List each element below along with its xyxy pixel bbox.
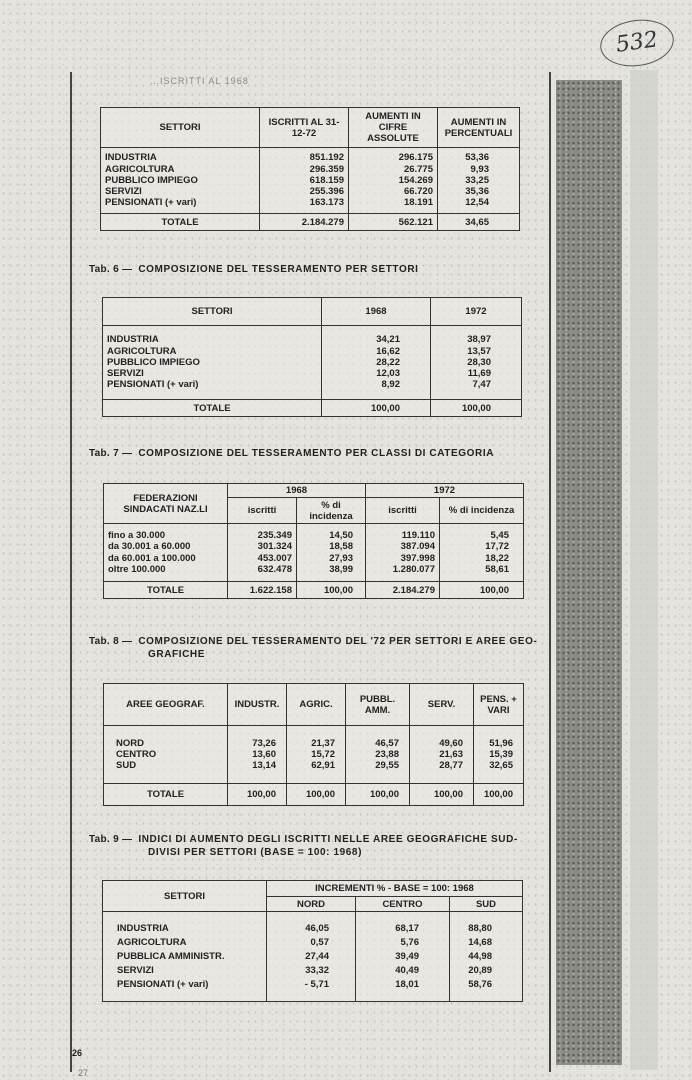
total-pens: 100,00 xyxy=(474,784,524,806)
col-header-incrementi: INCREMENTI % - BASE = 100: 1968 xyxy=(267,881,523,897)
col-header-settori: SETTORI xyxy=(103,881,267,912)
sub-header-iscritti-1972: iscritti xyxy=(366,498,440,524)
sub-header-nord: NORD xyxy=(267,897,356,912)
faded-heading: …ISCRITTI AL 1968 xyxy=(150,76,249,86)
total-label: TOTALE xyxy=(101,214,260,231)
iscritti-1968: 235.349 301.324 453.007 632.478 xyxy=(228,524,297,582)
total-pubbl: 100,00 xyxy=(346,784,410,806)
nord-values: 46,05 0,57 27,44 33,32 - 5,71 xyxy=(267,912,356,1002)
total-iscritti: 2.184.279 xyxy=(260,214,349,231)
total-aumenti-percentuali: 34,65 xyxy=(438,214,520,231)
serv-values: 49,60 21,63 28,77 xyxy=(410,726,474,784)
sub-header-incidenza-1968: % di incidenza xyxy=(297,498,366,524)
col-header-1968: 1968 xyxy=(322,298,431,326)
book-spine xyxy=(556,80,622,1065)
sub-header-incidenza-1972: % di incidenza xyxy=(440,498,524,524)
handwritten-page-annotation: 532 xyxy=(597,15,677,71)
iscritti-values: 851.192 296.359 618.159 255.396 163.173 xyxy=(260,148,349,214)
col-header-settori: SETTORI xyxy=(101,108,260,148)
left-rule xyxy=(70,72,72,1072)
page-number: 26 xyxy=(72,1048,83,1058)
caption-tab-6: Tab. 6 — COMPOSIZIONE DEL TESSERAMENTO PER SETTORI xyxy=(89,264,419,275)
col-header-federazioni: FEDERAZIONI SINDACATI NAZ.LI xyxy=(104,484,228,524)
row-labels: INDUSTRIA AGRICOLTURA PUBBLICO IMPIEGO SERVIZI PENSIONATI (+ vari) xyxy=(103,326,322,400)
pubbl-values: 46,57 23,88 29,55 xyxy=(346,726,410,784)
values-1968: 34,21 16,62 28,22 12,03 8,92 xyxy=(322,326,431,400)
col-header-industr: INDUSTR. xyxy=(228,684,287,726)
total-label: TOTALE xyxy=(104,784,228,806)
row-labels: NORD CENTRO SUD xyxy=(104,726,228,784)
table-9 xyxy=(102,880,523,1002)
pens-values: 51,96 15,39 32,65 xyxy=(474,726,524,784)
col-header-iscritti: ISCRITTI AL 31-12-72 xyxy=(260,108,349,148)
total-1968: 100,00 xyxy=(322,400,431,417)
industr-values: 73,26 13,60 13,14 xyxy=(228,726,287,784)
total-aumenti-assoluti: 562.121 xyxy=(349,214,438,231)
values-1972: 38,97 13,57 28,30 11,69 7,47 xyxy=(431,326,522,400)
total-iscritti-1972: 2.184.279 xyxy=(366,582,440,599)
sub-header-sud: SUD xyxy=(450,897,523,912)
col-header-year-1972: 1972 xyxy=(366,484,524,498)
col-header-aree: AREE GEOGRAF. xyxy=(104,684,228,726)
table-8 xyxy=(103,683,524,806)
agric-values: 21,37 15,72 62,91 xyxy=(287,726,346,784)
col-header-agric: AGRIC. xyxy=(287,684,346,726)
total-industr: 100,00 xyxy=(228,784,287,806)
total-incidenza-1968: 100,00 xyxy=(297,582,366,599)
sub-header-centro: CENTRO xyxy=(356,897,450,912)
col-header-aumenti-percentuali: AUMENTI IN PERCENTUALI xyxy=(438,108,520,148)
incidenza-1968: 14,50 18,58 27,93 38,99 xyxy=(297,524,366,582)
total-1972: 100,00 xyxy=(431,400,522,417)
caption-tab-7: Tab. 7 — COMPOSIZIONE DEL TESSERAMENTO PER CLASSI DI CATEGORIA xyxy=(89,448,495,459)
col-header-pens-vari: PENS. + VARI xyxy=(474,684,524,726)
caption-tab-9: Tab. 9 — INDICI DI AUMENTO DEGLI ISCRITTI NELLE AREE GEOGRAFICHE SUD- DIVISI PER SETTORI (BASE = 100: 1968) xyxy=(89,834,518,858)
total-iscritti-1968: 1.622.158 xyxy=(228,582,297,599)
aumenti-assoluti-values: 296.175 26.775 154.269 66.720 18.191 xyxy=(349,148,438,214)
table-5 xyxy=(100,107,520,231)
sud-values: 88,80 14,68 44,98 20,89 58,76 xyxy=(450,912,523,1002)
row-labels: fino a 30.000 da 30.001 a 60.000 da 60.001 a 100.000 oltre 100.000 xyxy=(104,524,228,582)
col-header-pubbl-amm: PUBBL. AMM. xyxy=(346,684,410,726)
total-agric: 100,00 xyxy=(287,784,346,806)
col-header-settori: SETTORI xyxy=(103,298,322,326)
centro-values: 68,17 5,76 39,49 40,49 18,01 xyxy=(356,912,450,1002)
binding-shadow xyxy=(630,70,658,1070)
row-labels: INDUSTRIA AGRICOLTURA PUBBLICA AMMINISTR. SERVIZI PENSIONATI (+ vari) xyxy=(103,912,267,1002)
total-label: TOTALE xyxy=(103,400,322,417)
aumenti-percentuali-values: 53,36 9,93 33,25 35,36 12,54 xyxy=(438,148,520,214)
page-number-next: 27 xyxy=(78,1068,89,1078)
sub-header-iscritti-1968: iscritti xyxy=(228,498,297,524)
col-header-serv: SERV. xyxy=(410,684,474,726)
total-label: TOTALE xyxy=(104,582,228,599)
right-rule xyxy=(549,72,551,1072)
table-7 xyxy=(103,483,524,599)
total-incidenza-1972: 100,00 xyxy=(440,582,524,599)
col-header-aumenti-assoluti: AUMENTI IN CIFRE ASSOLUTE xyxy=(349,108,438,148)
row-labels: INDUSTRIA AGRICOLTURA PUBBLICO IMPIEGO SERVIZI PENSIONATI (+ vari) xyxy=(101,148,260,214)
total-serv: 100,00 xyxy=(410,784,474,806)
col-header-year-1968: 1968 xyxy=(228,484,366,498)
col-header-1972: 1972 xyxy=(431,298,522,326)
table-6 xyxy=(102,297,522,417)
caption-tab-8: Tab. 8 — COMPOSIZIONE DEL TESSERAMENTO DEL '72 PER SETTORI E AREE GEO- GRAFICHE xyxy=(89,636,538,660)
incidenza-1972: 5,45 17,72 18,22 58,61 xyxy=(440,524,524,582)
iscritti-1972: 119.110 387.094 397.998 1.280.077 xyxy=(366,524,440,582)
